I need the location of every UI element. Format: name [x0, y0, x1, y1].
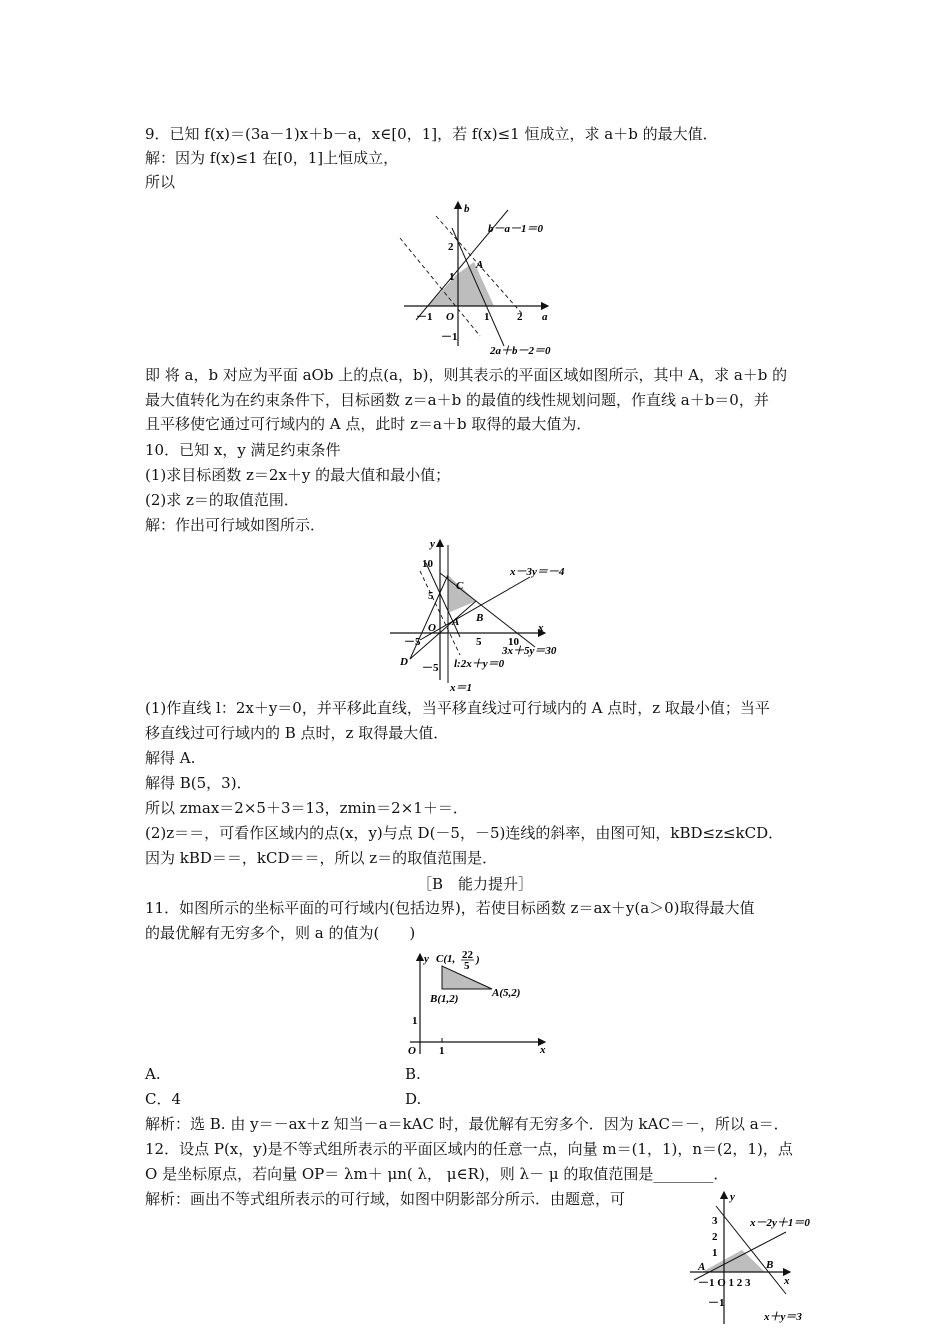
- line-label-2a-b-2: 2a＋b－2＝0: [490, 345, 551, 357]
- point-label-C: C: [456, 580, 464, 592]
- tick-y-5: 5: [428, 590, 434, 602]
- tick-y-1: 1: [412, 1015, 418, 1027]
- q9-solution-line2: 所以: [145, 173, 176, 191]
- tick-y-2: 2: [712, 1231, 718, 1243]
- q10-solution: 解：作出可行域如图所示．: [145, 516, 326, 534]
- tick-y-1: 1: [712, 1247, 718, 1259]
- q9-explain-line3: 且平移使它通过可行域内的 A 点，此时 z＝a＋b 取得的最大值为．: [145, 415, 592, 433]
- figure-q12-feasible-region: [686, 1188, 816, 1326]
- q9-solution-line1: 解：因为 f(x)≤1 在[0，1]上恒成立，: [145, 149, 399, 167]
- point-label-D: D: [400, 656, 408, 668]
- line-label-x-2y-1: x－2y＋1＝0: [750, 1217, 810, 1229]
- line-label-x-3y: x－3y＝－4: [510, 566, 565, 578]
- line-label-b-a-1: b－a－1＝0: [488, 223, 543, 235]
- q9-explain-line2: 最大值转化为在约束条件下，目标函数 z＝a＋b 的最值的线性规划问题，作直线 a＋b＝0，并: [145, 391, 769, 409]
- q10-stem: 10．已知 x，y 满足约束条件: [145, 441, 341, 459]
- line-x-2y-1: [694, 1232, 786, 1280]
- q11-stem-line1: 11．如图所示的坐标平面的可行域内(包括边界)，若使目标函数 z＝ax＋y(a＞0)取得最大值: [145, 899, 755, 917]
- figure-q11-feasible-region: [400, 950, 550, 1058]
- frac-denominator: 5: [464, 960, 470, 972]
- tick-y-m5: －5: [422, 662, 439, 674]
- q11-stem-line2: 的最优解有无穷多个，则 a 的值为( ): [145, 924, 416, 942]
- axis-label-y: y: [430, 538, 435, 550]
- point-label-A: A(5,2): [492, 987, 521, 999]
- figure-q9-feasible-region: [396, 196, 566, 358]
- axis-label-y: y: [424, 953, 429, 965]
- q10-solve-A: 解得 A.: [145, 749, 196, 767]
- tick-y-10: 10: [422, 558, 433, 570]
- point-label-A: A: [698, 1261, 706, 1273]
- point-label-A: A: [452, 616, 460, 628]
- q10-part1: (1)求目标函数 z＝2x＋y 的最大值和最小值；: [145, 466, 451, 484]
- line-label-x-y-3: x＋y＝3: [764, 1311, 802, 1323]
- frac-numerator: 22: [462, 950, 473, 961]
- q10-part2-result: 因为 kBD＝＝，kCD＝＝，所以 z＝的取值范围是．: [145, 849, 498, 867]
- line-label-x1: x＝1: [450, 682, 472, 694]
- q11-option-A: A.: [145, 1065, 161, 1083]
- q10-solve-B: 解得 B(5，3)．: [145, 774, 252, 792]
- line-label-3x-5y: 3x＋5y＝30: [502, 645, 557, 657]
- q10-zmax-zmin: 所以 zmax＝2×5＋3＝13，zmin＝2×1＋＝．: [145, 799, 468, 817]
- figure-q10-feasible-region: [390, 535, 570, 695]
- point-label-A: A: [476, 259, 484, 271]
- tick-x-1: 1: [439, 1045, 445, 1057]
- origin-label: O: [408, 1045, 416, 1057]
- axis-label-x: x: [784, 1275, 790, 1287]
- origin-label: O: [428, 622, 436, 634]
- tick-a-m1: －1: [416, 311, 433, 323]
- q12-stem-line1: 12．设点 P(x，y)是不等式组所表示的平面区域内的任意一点，向量 m＝(1，1)，n＝(2，1)，点: [145, 1140, 793, 1158]
- tick-x-10: 10: [508, 636, 519, 648]
- point-label-B: B: [766, 1259, 774, 1271]
- q10-part2-explain: (2)z＝＝，可看作区域内的点(x，y)与点 D(－5，－5)连线的斜率，由图可知，kBD≤z≤kCD．: [145, 824, 784, 842]
- line-label-l: l:2x＋y＝0: [454, 658, 505, 670]
- point-label-B: B: [476, 612, 484, 624]
- line-D-B: [410, 601, 476, 659]
- point-label-B: B(1,2): [430, 993, 459, 1005]
- q11-option-C: C．4: [145, 1090, 182, 1108]
- q10-explain-line2: 移直线过可行域内的 B 点时，z 取得最大值．: [145, 724, 449, 742]
- q11-option-D: D.: [405, 1090, 422, 1108]
- tick-x-m5: －5: [404, 636, 421, 648]
- q9-stem: 9．已知 f(x)＝(3a－1)x＋b－a，x∈[0，1]，若 f(x)≤1 恒成立，求 a＋b 的最大值．: [145, 125, 718, 143]
- tick-x-5: 5: [476, 636, 482, 648]
- point-label-C: C(1,: [436, 953, 456, 965]
- tick-b-m1: －1: [441, 331, 458, 343]
- q11-option-B: B.: [405, 1065, 421, 1083]
- q11-analysis: 解析：选 B. 由 y＝－ax＋z 知当－a＝kAC 时，最优解有无穷多个．因为 kAC＝－，所以 a＝．: [145, 1115, 789, 1133]
- x-tick-labels: －1 O 1 2 3: [698, 1277, 751, 1289]
- tick-y-3: 3: [712, 1215, 718, 1227]
- tick-a-1: 1: [484, 311, 490, 323]
- q10-part2: (2)求 z＝的取值范围．: [145, 491, 299, 509]
- axis-label-b: b: [464, 203, 470, 215]
- axis-label-y: y: [730, 1191, 735, 1203]
- frac-close: ): [476, 954, 480, 966]
- q10-explain-line1: (1)作直线 l：2x＋y＝0，并平移此直线，当平移直线过可行域内的 A 点时，z 取最小值；当平: [145, 699, 770, 717]
- q9-explain-line1: 即 将 a，b 对应为平面 aOb 上的点(a，b)，则其表示的平面区域如图所示，其中 A，求 a＋b 的: [145, 366, 788, 384]
- section-heading: ［B 能力提升］: [416, 875, 534, 893]
- axis-label-x: x: [540, 1044, 546, 1056]
- tick-y-m1: －1: [708, 1297, 725, 1309]
- axis-label-x: x: [538, 622, 544, 634]
- tick-b-1: 1: [449, 271, 455, 283]
- origin-label: O: [446, 311, 454, 323]
- q12-analysis: 解析：画出不等式组所表示的可行域，如图中阴影部分所示．由题意，可: [145, 1190, 626, 1208]
- tick-a-2: 2: [517, 311, 523, 323]
- q12-stem-line2: O 是坐标原点，若向量 OP＝ λm＋ μn( λ， μ∈R)，则 λ－ μ 的取值范围是________．: [145, 1165, 729, 1183]
- axis-label-a: a: [542, 311, 548, 323]
- tick-b-2: 2: [448, 241, 454, 253]
